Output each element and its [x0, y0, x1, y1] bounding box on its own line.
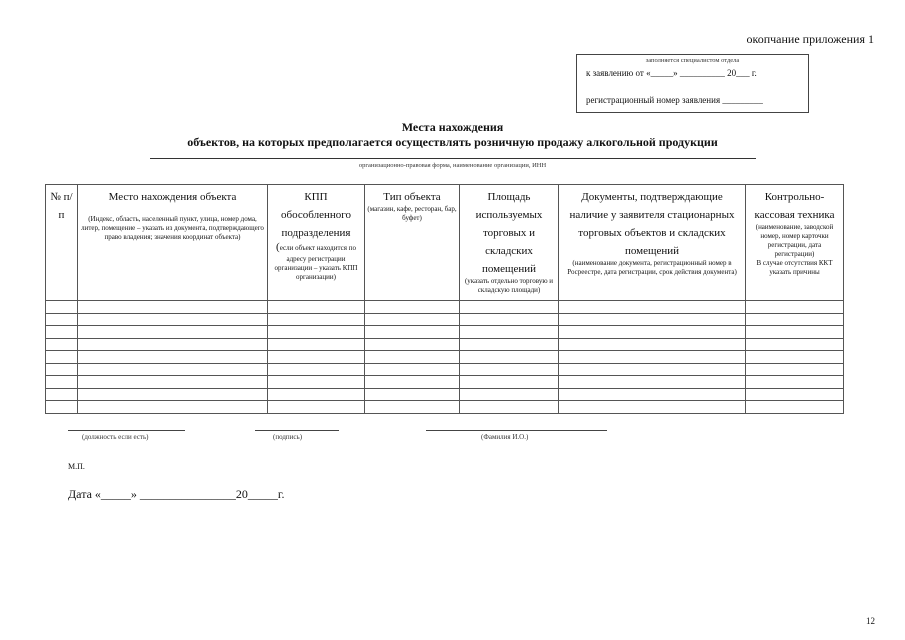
signature-caption: (подпись): [273, 433, 303, 441]
table-cell: [460, 351, 559, 364]
table-cell: [559, 313, 746, 326]
table-row: [46, 313, 844, 326]
col-kpp-paren: (: [276, 241, 280, 253]
table-cell: [746, 326, 844, 339]
table-cell: [78, 338, 268, 351]
table-cell: [559, 401, 746, 414]
table-cell: [365, 338, 460, 351]
table-header-row: [46, 185, 844, 301]
table-cell: [46, 338, 78, 351]
table-cell: [78, 351, 268, 364]
table-cell: [559, 338, 746, 351]
table-cell: [365, 313, 460, 326]
col-kkt-note-2: В случае отсутствия ККТ указать причины: [756, 259, 833, 277]
table-cell: [46, 401, 78, 414]
table-cell: [460, 313, 559, 326]
table-cell: [460, 363, 559, 376]
col-kpp-title: КПП обособленного подразделения: [281, 191, 351, 239]
signature-line: [255, 430, 339, 431]
table-cell: [46, 326, 78, 339]
col-documents-header: [559, 185, 746, 301]
table-cell: [268, 313, 365, 326]
table-cell: [746, 313, 844, 326]
position-caption: (должность если есть): [82, 433, 149, 441]
col-documents-note: (наименование документа, регистрационный номер в Росреестре, дата регистрации, срок действия документа): [567, 259, 737, 277]
document-subtitle: объектов, на которых предполагается осуществлять розничную продажу алкогольной продукции: [187, 135, 718, 149]
table-cell: [746, 351, 844, 364]
stamp-place-label: М.П.: [68, 462, 85, 471]
full-name-caption: (Фамилия И.О.): [481, 433, 529, 441]
col-kkt-header: [746, 185, 844, 301]
table-cell: [78, 363, 268, 376]
table-cell: [365, 326, 460, 339]
col-location-title: Место нахождения объекта: [108, 191, 237, 203]
table-cell: [460, 401, 559, 414]
table-cell: [268, 388, 365, 401]
table-cell: [78, 376, 268, 389]
table-cell: [559, 351, 746, 364]
table-cell: [460, 301, 559, 314]
objects-table-body: [46, 301, 844, 414]
col-kkt-title: Контрольно-кассовая техника: [754, 191, 835, 221]
col-type-note: (магазин, кафе, ресторан, бар, буфет): [367, 205, 457, 223]
col-area-title: Площадь используемых торговых и складских помещений: [475, 191, 543, 275]
table-cell: [268, 338, 365, 351]
table-cell: [365, 376, 460, 389]
application-date-line: к заявлению от «_____» __________ 20___ г.: [586, 68, 757, 78]
table-cell: [365, 401, 460, 414]
table-cell: [268, 301, 365, 314]
table-row: [46, 363, 844, 376]
table-cell: [559, 376, 746, 389]
table-cell: [46, 313, 78, 326]
col-type-header: [365, 185, 460, 301]
corner-note: окопчание приложения 1: [746, 32, 874, 46]
table-row: [46, 301, 844, 314]
col-kpp-note: если объект находится по адресу регистрации организации – указать КПП организации): [274, 244, 358, 281]
table-cell: [46, 376, 78, 389]
col-kpp-header: [268, 185, 365, 301]
table-row: [46, 338, 844, 351]
page-number: 12: [866, 616, 875, 626]
table-cell: [365, 388, 460, 401]
table-cell: [268, 376, 365, 389]
table-cell: [78, 388, 268, 401]
table-cell: [46, 388, 78, 401]
col-area-header: [460, 185, 559, 301]
table-cell: [78, 326, 268, 339]
table-cell: [746, 363, 844, 376]
table-cell: [268, 326, 365, 339]
table-cell: [46, 351, 78, 364]
organization-caption: организационно-правовая форма, наименование организации, ИНН: [358, 162, 547, 169]
table-row: [46, 388, 844, 401]
table-cell: [78, 301, 268, 314]
table-cell: [268, 351, 365, 364]
table-cell: [78, 401, 268, 414]
col-location-header: [78, 185, 268, 301]
table-cell: [460, 388, 559, 401]
organization-fill-line: [150, 158, 756, 159]
table-cell: [460, 338, 559, 351]
table-row: [46, 376, 844, 389]
table-cell: [365, 301, 460, 314]
document-title: Места нахождения: [401, 120, 504, 134]
col-location-note: (Индекс, область, населенный пункт, улица, номер дома, литер, помещение – указать из документа, подтверждающего право владения; значения координат объекта): [81, 215, 264, 242]
registration-box: [576, 54, 809, 113]
table-cell: [46, 363, 78, 376]
position-signature-line: [68, 430, 185, 431]
table-cell: [78, 313, 268, 326]
table-row: [46, 351, 844, 364]
table-cell: [268, 401, 365, 414]
registration-box-caption: заполняется специалистом отдела: [645, 57, 740, 64]
table-cell: [746, 388, 844, 401]
table-cell: [46, 301, 78, 314]
table-cell: [365, 363, 460, 376]
full-name-line: [426, 430, 607, 431]
col-number-header: [46, 185, 78, 301]
objects-table: [45, 184, 844, 414]
col-type-title: Тип объекта: [383, 191, 441, 203]
table-row: [46, 326, 844, 339]
table-row: [46, 401, 844, 414]
table-cell: [460, 376, 559, 389]
table-cell: [746, 301, 844, 314]
table-cell: [268, 363, 365, 376]
registration-number-line: регистрационный номер заявления _________: [586, 95, 763, 105]
date-line: Дата «_____» ________________20_____г.: [68, 487, 285, 501]
table-cell: [460, 326, 559, 339]
col-documents-title: Документы, подтверждающие наличие у заявителя стационарных торговых объектов и складских помещений: [569, 191, 735, 257]
col-kkt-note: (наименование, заводской номер, номер карточки регистрации, дата регистрации): [755, 223, 834, 259]
table-cell: [559, 326, 746, 339]
table-cell: [559, 301, 746, 314]
table-cell: [559, 388, 746, 401]
col-number-title: № п/п: [50, 191, 73, 221]
table-cell: [746, 401, 844, 414]
table-cell: [746, 338, 844, 351]
table-cell: [746, 376, 844, 389]
table-cell: [559, 363, 746, 376]
table-cell: [365, 351, 460, 364]
col-area-note: (указать отдельно торговую и складскую площади): [464, 277, 554, 295]
